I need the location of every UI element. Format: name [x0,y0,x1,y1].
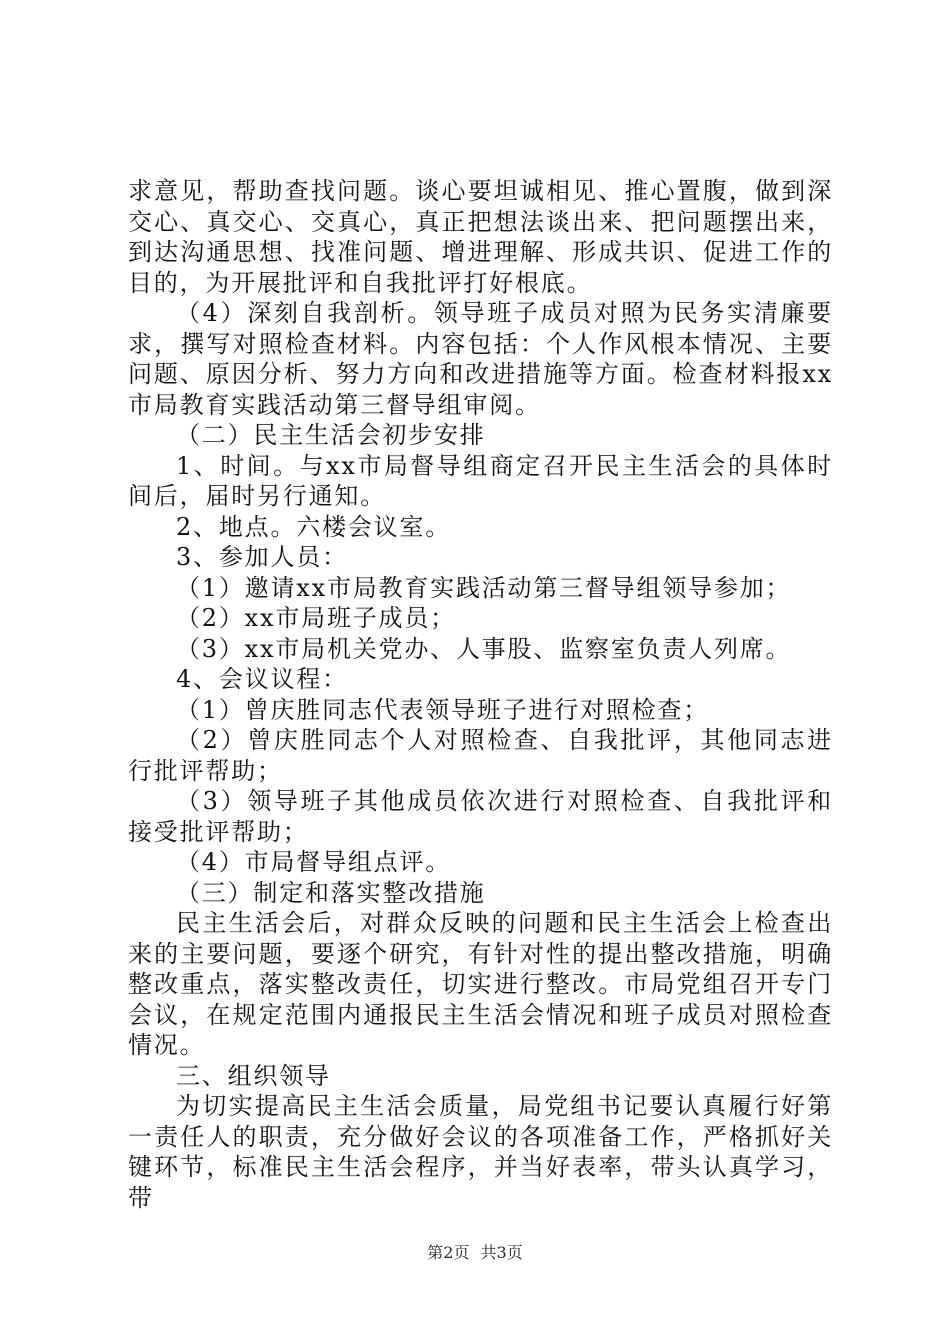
section-heading-3: （三）制定和落实整改措施 [176,878,486,907]
attendee-item-2: （2）xx市局班子成员； [176,604,456,632]
page-number-current: 第2页 [427,1243,470,1262]
document-body [128,176,833,1213]
page-footer [0,1243,950,1263]
page-number-total: 共3页 [480,1243,523,1262]
paragraph-2: （4）深刻自我剖析。领导班子成员对照为民务实清廉要求，撰写对照检查材料。内容包括：个人作风根本情况、主要问题、原因分析、努力方向和改进措施等方面。检查材料报xx市局教育实践活动第三督导组审阅。 [128,299,833,419]
attendee-item-1: （1）邀请xx市局教育实践活动第三督导组领导参加； [176,573,792,602]
paragraph-organization: 为切实提高民主生活会质量，局党组书记要认真履行好第一责任人的职责，充分做好会议的各项准备工作，严格抓好关键环节，标准民主生活会程序，并当好表率，带头认真学习，带 [128,1092,833,1212]
paragraph-agenda: 4、会议议程： [176,665,348,693]
agenda-item-3: （3）领导班子其他成员依次进行对照检查、自我批评和接受批评帮助； [128,787,833,846]
paragraph-time: 1、时间。与xx市局督导组商定召开民主生活会的具体时间后，届时另行通知。 [128,451,833,510]
section-heading-organization: 三、组织领导 [176,1061,331,1090]
attendee-item-3: （3）xx市局机关党办、人事股、监察室负责人列席。 [176,634,792,663]
agenda-item-1: （1）曾庆胜同志代表领导班子进行对照检查； [176,695,710,724]
paragraph-1: 求意见，帮助查找问题。谈心要坦诚相见、推心置腹，做到深交心、真交心、交真心，真正把想法谈出来、把问题摆出来，到达沟通思想、找准问题、增进理解、形成共识、促进工作的目的，为开展批评和自我批评打好根底。 [128,177,833,297]
paragraph-rectification: 民主生活会后，对群众反映的问题和民主生活会上检查出来的主要问题，要逐个研究，有针对性的提出整改措施，明确整改重点，落实整改责任，切实进行整改。市局党组召开专门会议，在规定范围内通报民主生活会情况和班子成员对照检查情况。 [128,909,833,1059]
paragraph-attendees: 3、参加人员： [176,543,348,571]
agenda-item-4: （4）市局督导组点评。 [176,848,452,876]
agenda-item-2: （2）曾庆胜同志个人对照检查、自我批评，其他同志进行批评帮助； [128,726,833,785]
paragraph-location: 2、地点。六楼会议室。 [176,512,452,541]
section-heading-2: （二）民主生活会初步安排 [176,421,486,449]
